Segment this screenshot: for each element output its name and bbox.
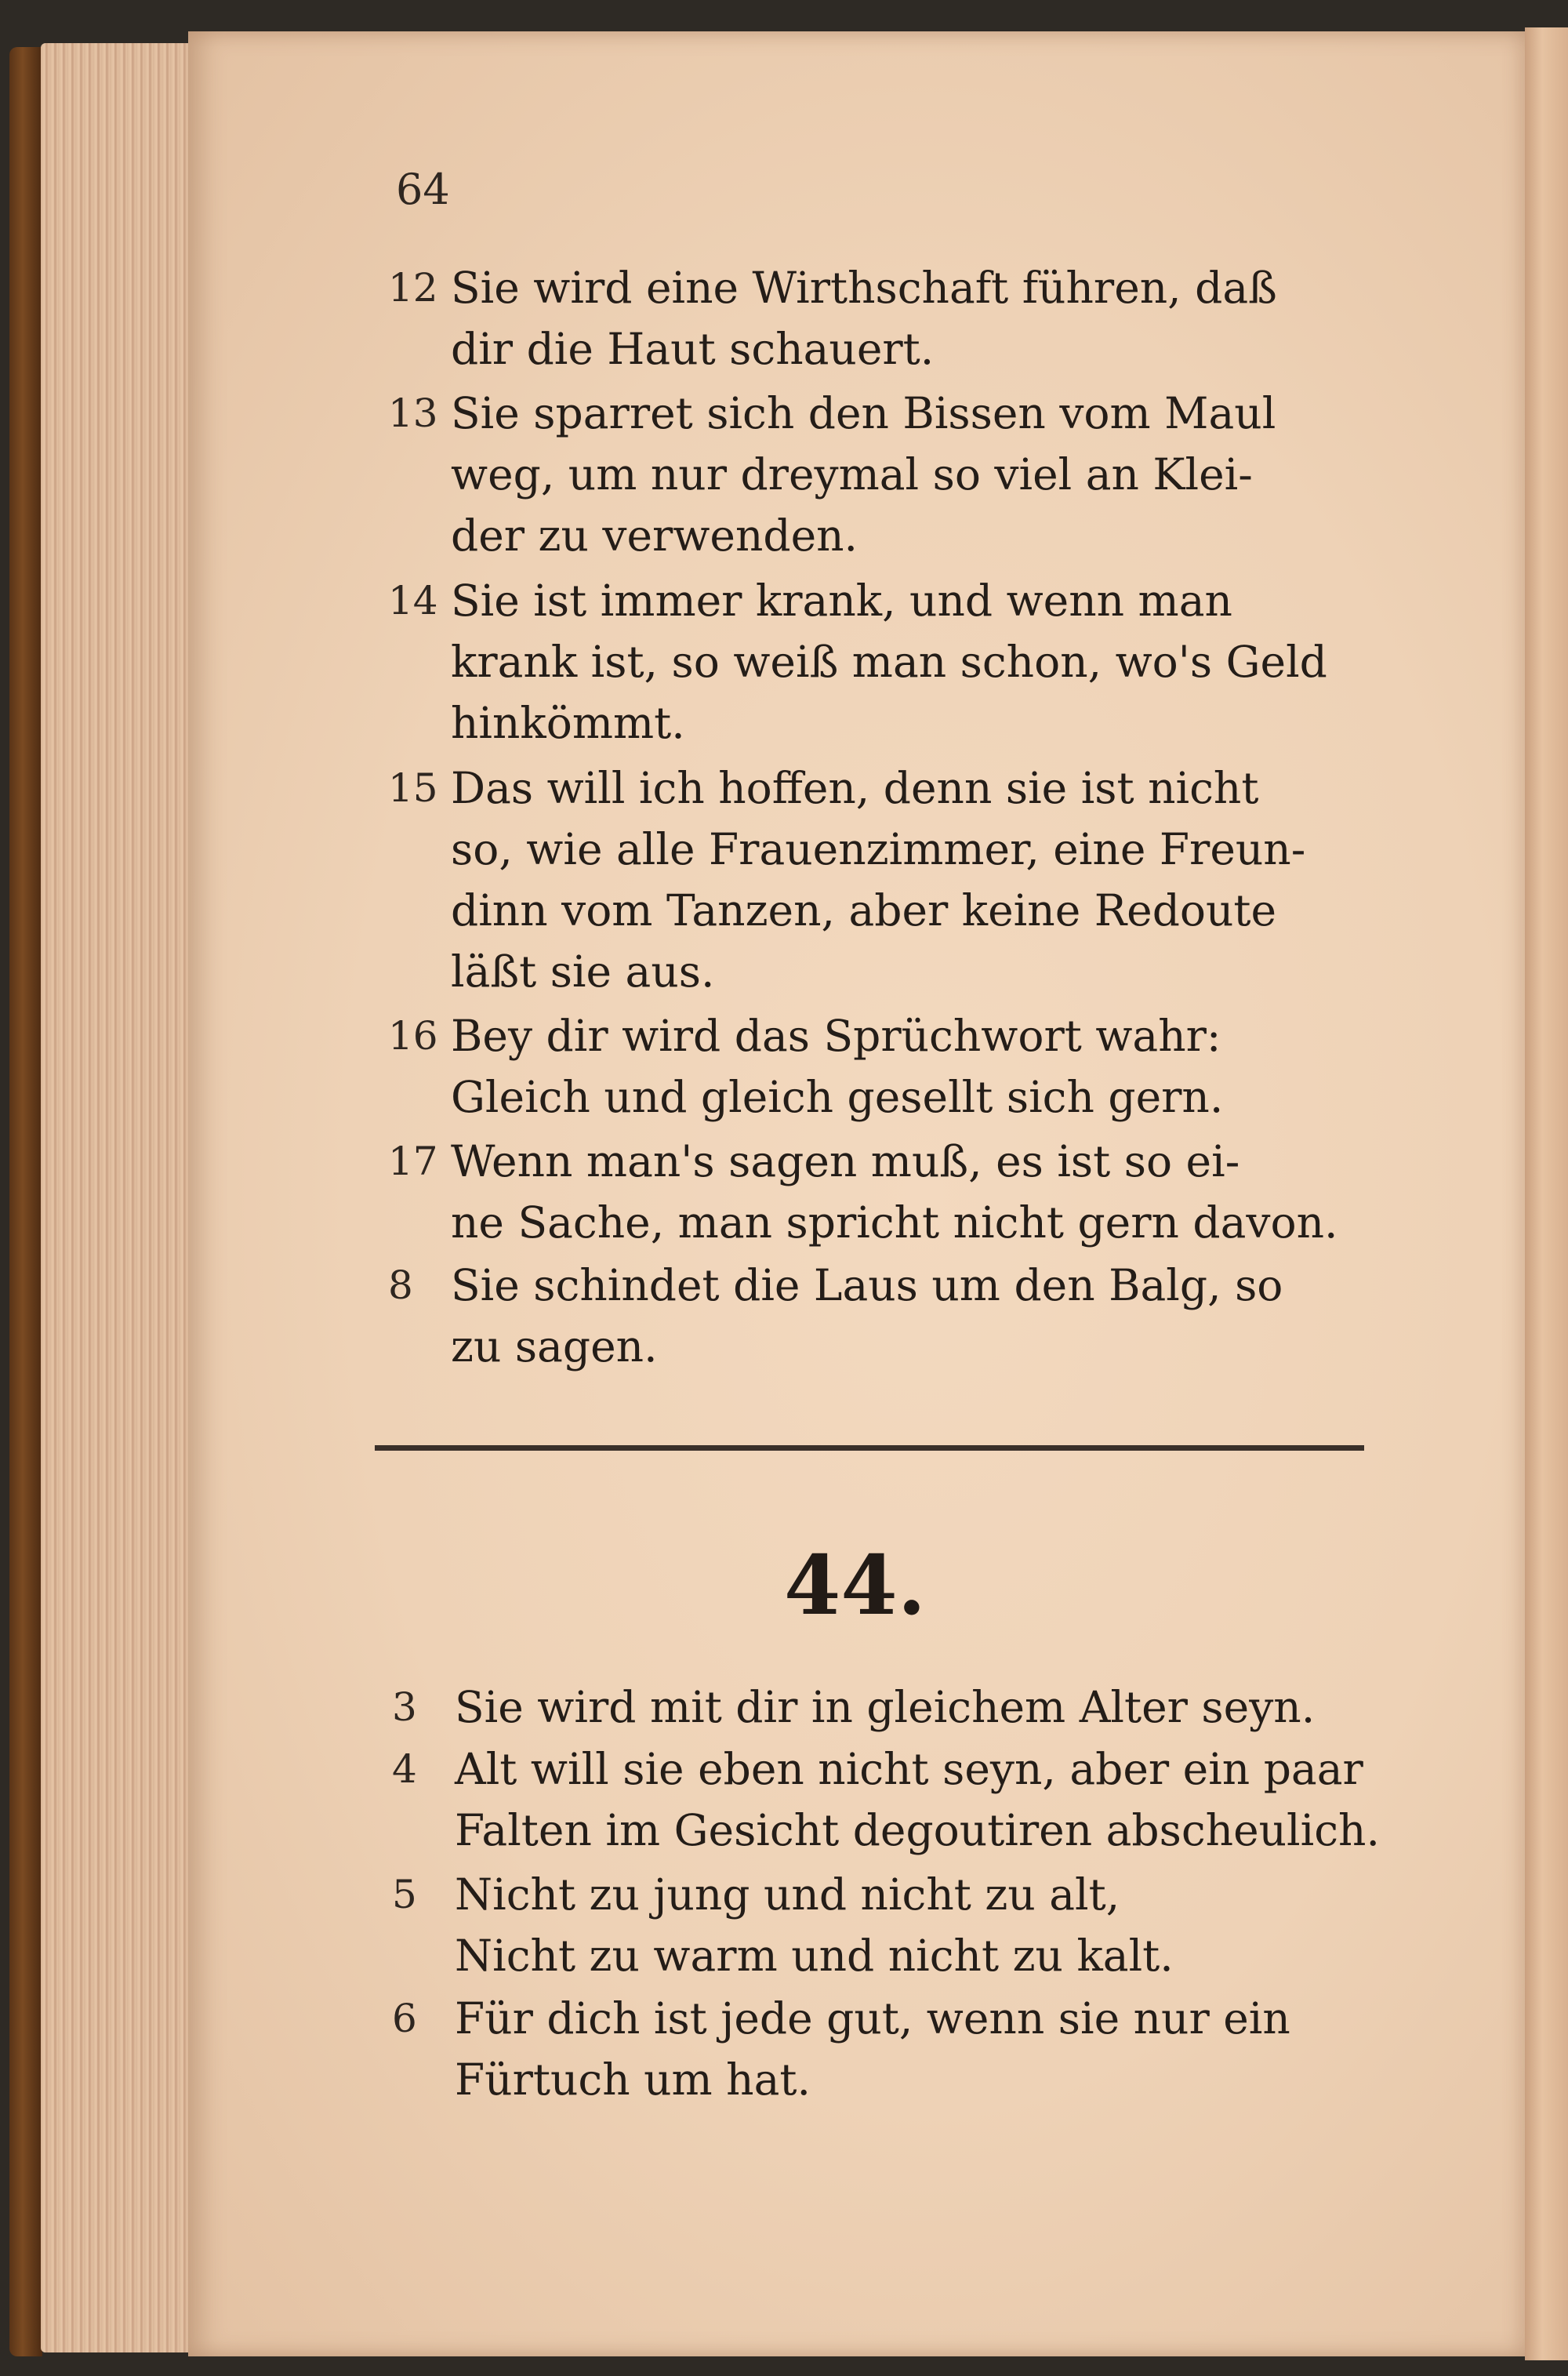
entry-text — [451, 1255, 1360, 1377]
facing-page-edge — [1525, 27, 1568, 2360]
entry-line: dinn vom Tanzen, aber keine Redoute — [451, 885, 1277, 936]
entry-line: Bey dir wird das Sprüchwort wahr: — [451, 1011, 1221, 1061]
entry-line: ne Sache, man spricht nicht gern davon. — [451, 1197, 1338, 1248]
entry-line: Sie wird eine Wirthschaft führen, daß — [451, 263, 1277, 313]
entry-text — [451, 757, 1360, 1002]
entry-text — [451, 383, 1360, 566]
entry-line: so, wie alle Frauenzimmer, eine Freun- — [451, 824, 1306, 874]
entry-line: Sie sparret sich den Bissen vom Maul — [451, 388, 1276, 438]
entry-line: der zu verwenden. — [451, 510, 858, 561]
entry-number: 8 — [388, 1262, 413, 1308]
page-stack-edge — [41, 43, 198, 2352]
book-cover-edge — [9, 47, 42, 2356]
entry-text — [455, 1864, 1364, 1986]
entry-number: 15 — [388, 765, 438, 811]
entry-number: 12 — [388, 265, 438, 311]
entry-text — [451, 570, 1360, 754]
section-number: 44. — [784, 1537, 926, 1633]
page-number: 64 — [396, 165, 450, 214]
entry-line: Alt will sie eben nicht seyn, aber ein paar — [455, 1744, 1363, 1794]
entry-line: weg, um nur dreymal so viel an Klei- — [451, 449, 1253, 500]
entry-line: Nicht zu jung und nicht zu alt, — [455, 1869, 1120, 1920]
entry-line: zu sagen. — [451, 1321, 658, 1371]
entry-number: 3 — [392, 1684, 417, 1730]
entry-line: Gleich und gleich gesellt sich gern. — [451, 1072, 1224, 1122]
entry-line: Das will ich hoffen, denn sie ist nicht — [451, 763, 1259, 813]
entry-line: Wenn man's sagen muß, es ist so ei- — [451, 1136, 1240, 1186]
entry-text — [455, 1988, 1364, 2110]
entry-number: 17 — [388, 1139, 438, 1184]
entry-text — [455, 1677, 1364, 1738]
entry-text — [455, 1738, 1380, 1861]
entry-line: Fürtuch um hat. — [455, 2054, 811, 2105]
entry-number: 5 — [392, 1872, 417, 1917]
entry-text — [451, 257, 1360, 380]
entry-line: Sie wird mit dir in gleichem Alter seyn. — [455, 1682, 1316, 1732]
entry-text — [451, 1131, 1360, 1253]
entry-line: dir die Haut schauert. — [451, 324, 935, 374]
entry-number: 6 — [392, 1996, 417, 2041]
entry-number: 14 — [388, 578, 438, 623]
entry-number: 16 — [388, 1013, 438, 1059]
entry-line: Sie ist immer krank, und wenn man — [451, 576, 1232, 626]
entry-line: Sie schindet die Laus um den Balg, so — [451, 1260, 1283, 1310]
entry-number: 13 — [388, 391, 438, 436]
entry-number: 4 — [392, 1746, 417, 1792]
section-divider — [375, 1445, 1364, 1451]
entry-line: Für dich ist jede gut, wenn sie nur ein — [455, 1993, 1290, 2044]
entry-text — [451, 1005, 1360, 1128]
entry-line: Nicht zu warm und nicht zu kalt. — [455, 1931, 1174, 1981]
entry-line: krank ist, so weiß man schon, wo's Geld — [451, 637, 1327, 687]
entry-line: hinkömmt. — [451, 698, 685, 748]
entry-line: Falten im Gesicht degoutiren abscheulich. — [455, 1805, 1380, 1855]
entry-line: läßt sie aus. — [451, 946, 715, 997]
